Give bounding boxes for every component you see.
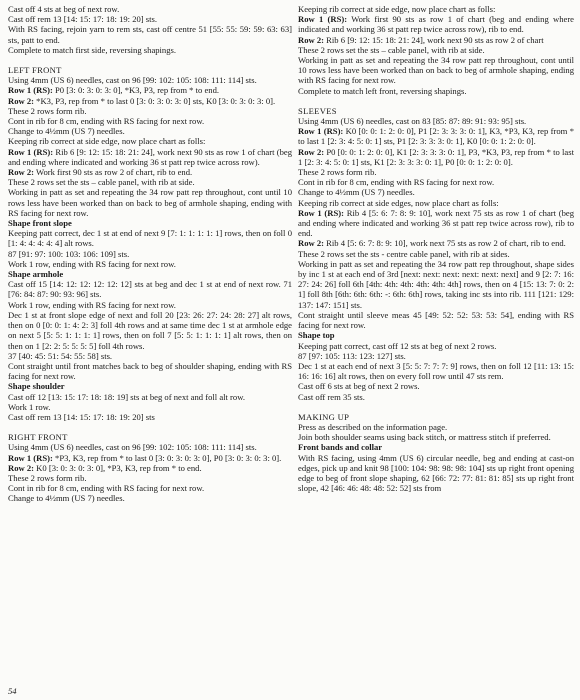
subheading-shape-front-slope: Shape front slope xyxy=(8,218,72,229)
subheading-shape-shoulder: Shape shoulder xyxy=(8,381,65,392)
paragraph: Work 1 row, ending with RS facing for next row. xyxy=(8,258,176,269)
paragraph: 87 [91: 97: 100: 103: 106: 109] sts. xyxy=(8,248,130,259)
row-label: Row 1 (RS): xyxy=(8,146,54,157)
paragraph: Cont in rib for 8 cm, ending with RS facing for next row. xyxy=(298,177,495,188)
paragraph: These 2 rows form rib. xyxy=(8,472,87,483)
paragraph: Keeping patt correct, cast off 12 sts at beg of next 2 rows. xyxy=(298,340,497,351)
paragraph: Press as described on the information page. xyxy=(298,421,448,432)
row-instruction xyxy=(298,208,574,239)
paragraph: Cont straight until sleeve meas 45 [49: 52: 52: 53: 53: 54], ending with RS facing for next row. xyxy=(298,309,574,331)
paragraph: Dec 1 st at front slope edge of next and foll 20 [23: 26: 27: 24: 28: 27] alt rows, then on 0 [0: 0: 1: 4: 2: 3] foll 4th rows and at same time dec 1 st at armhole edge on next 5 [5: 5: 1: 1: 1: 1] rows, then on foll 7 [5: 5: 1: 1: 1: 1] alt rows, then on then on 1 [2: 2: 5: 5: 5: 5] foll 4th rows. xyxy=(8,309,292,351)
intro-line: Cast off rem 13 [14: 15: 17: 18: 19: 20] sts. xyxy=(8,14,158,25)
paragraph: Cont in rib for 8 cm, ending with RS facing for next row. xyxy=(8,483,205,494)
section-heading-left-front: LEFT FRONT xyxy=(8,65,62,76)
row-instruction xyxy=(8,167,292,177)
paragraph: Cast off rem 35 sts. xyxy=(298,391,365,402)
paragraph: Cont in rib for 8 cm, ending with RS facing for next row. xyxy=(8,116,205,127)
section-heading-sleeves: SLEEVES xyxy=(298,105,337,116)
row-instruction xyxy=(298,126,574,146)
row-text: Work first 90 sts as row 2 of chart, rib to end. xyxy=(34,167,193,178)
row-text: Rib 4 [5: 6: 7: 8: 9: 10], work next 75 sts as row 1 of chart (beg and ending where indicated and working 36 st patt rep twice across row), rib to end. xyxy=(298,207,575,239)
row-text: Rib 4 [5: 6: 7: 8: 9: 10], work next 75 sts as row 2 of chart, rib to end. xyxy=(324,238,566,249)
row-text: *K3, P3, rep from * to last 0 [3: 0: 3: 0: 3: 0] sts, K0 [3: 0: 3: 0: 3: 0]. xyxy=(34,95,276,106)
row-label: Row 2: xyxy=(8,167,35,178)
paragraph: With RS facing, using 4mm (US 6) circular needle, beg and ending at cast-on edges, pick up and knit 98 [100: 104: 98: 98: 98: 104] sts up right front opening edge to beg of front slope shaping, 62 [66: 72: 77: 81: 81: 85] sts up right front slope, 42 [46: 46: 48: 48: 52: 52] sts from xyxy=(298,452,574,494)
row-instruction xyxy=(8,453,292,463)
paragraph: These 2 rows set the sts – cable panel, with rib at side. xyxy=(298,44,485,55)
row-label: Row 1 (RS): xyxy=(298,126,344,137)
section-heading-right-front: RIGHT FRONT xyxy=(8,432,68,443)
paragraph: Complete to match left front, reversing shapings. xyxy=(298,85,467,96)
intro-line: Cast off 4 sts at beg of next row. xyxy=(8,4,120,14)
row-text: P0 [0: 0: 1: 2: 0: 0], K1 [2: 3: 3: 3: 0: 1], P3, *K3, P3, rep from * to last 1 [2: 3: 4: 5: 0: 1] sts, K1 [2: 3: 3: 3: 0: 1], P0 [0: 0: 1: 2: 0: 0]. xyxy=(298,146,574,167)
intro-line: Complete to match first side, reversing shapings. xyxy=(8,44,177,55)
page-number: 54 xyxy=(8,685,17,696)
row-text: P0 [3: 0: 3: 0: 3: 0], *K3, P3, rep from * to end. xyxy=(52,85,220,96)
paragraph: 87 [97: 105: 113: 123: 127] sts. xyxy=(298,350,406,361)
row-label: Row 1 (RS): xyxy=(8,85,53,96)
subheading-front-bands: Front bands and collar xyxy=(298,442,383,453)
paragraph: Keeping rib correct at side edge, now place chart as folls: xyxy=(298,4,496,14)
paragraph: These 2 rows set the sts - centre cable panel, with rib at sides. xyxy=(298,248,510,259)
paragraph: Cont straight until front matches back to beg of shoulder shaping, ending with RS facing for next row. xyxy=(8,360,292,382)
row-instruction xyxy=(8,96,292,106)
row-label: Row 2: xyxy=(298,238,325,249)
row-instruction xyxy=(8,147,292,167)
right-column xyxy=(298,4,574,493)
paragraph: Join both shoulder seams using back stitch, or mattress stitch if preferred. xyxy=(298,432,551,443)
row-text: Rib 6 [9: 12: 15: 18: 21: 24], work next 90 sts as row 1 of chart (beg and ending where indicated and working 36 st patt rep twice across row). xyxy=(8,146,293,167)
row-instruction xyxy=(298,35,574,45)
row-instruction xyxy=(8,463,292,473)
row-text: K0 [0: 0: 1: 2: 0: 0], P1 [2: 3: 3: 3: 0: 1], K3, *P3, K3, rep from * to last 1 [2: 3: 4: 5: 0: 1] sts, P1 [2: 3: 3: 3: 0: 1], K0 [0: 0: 1: 2: 0: 0]. xyxy=(298,126,575,147)
row-instruction xyxy=(298,238,574,248)
paragraph: Working in patt as set and repeating the 34 row patt rep throughout, shape sides by inc 1 st at each end of 3rd [next: next: next: next: next: next] and 9 [2: 7: 16: 27: 24: 26] foll 6th [4th: 4th: 4th: 4th: 4th: 4th] rows, then on 4 [15: 13: 7: 0: 2: 1] foll 8th [6th: 6th: 6th: -: 6th: 6th] rows, taking inc sts into rib. 111 [121: 129: 137: 147: 151] sts. xyxy=(298,258,574,310)
paragraph: Work 1 row, ending with RS facing for next row. xyxy=(8,299,176,310)
paragraph: Working in patt as set and repeating the 34 row patt rep throughout, cont until 10 rows less have been worked than on back to beg of armhole shaping, ending with RS facing for next row. xyxy=(298,55,574,86)
paragraph: These 2 rows set the sts – cable panel, with rib at side. xyxy=(8,177,195,188)
paragraph: Cast off 6 sts at beg of next 2 rows. xyxy=(298,381,420,392)
row-label: Row 2: xyxy=(8,95,35,106)
subheading-shape-armhole: Shape armhole xyxy=(8,269,64,280)
row-label: Row 1 (RS): xyxy=(298,14,348,25)
paragraph: Change to 4½mm (US 7) needles. xyxy=(8,493,125,504)
row-instruction xyxy=(298,147,574,167)
paragraph: Work 1 row. xyxy=(8,401,51,412)
section-heading-making-up: MAKING UP xyxy=(298,411,350,422)
intro-line: With RS facing, rejoin yarn to rem sts, cast off centre 51 [55: 55: 59: 59: 63: 63] sts, patt to end. xyxy=(8,24,292,45)
paragraph: 37 [40: 45: 51: 54: 55: 58] sts. xyxy=(8,350,113,361)
row-text: Rib 6 [9: 12: 15: 18: 21: 24], work next 90 sts as row 2 of chart xyxy=(324,34,544,45)
row-label: Row 2: xyxy=(298,34,325,45)
paragraph: Cast off 12 [13: 15: 17: 18: 18: 19] sts at beg of next and foll alt row. xyxy=(8,391,246,402)
paragraph: Dec 1 st at each end of next 3 [5: 5: 7: 7: 7: 9] rows, then on foll 12 [11: 13: 15: 16: 16: 16] alt rows, then on every foll row until 47 sts rem. xyxy=(298,360,574,382)
paragraph: Keeping rib correct at side edge, now place chart as folls: xyxy=(8,136,206,147)
paragraph: Keeping patt correct, dec 1 st at end of next 9 [7: 1: 1: 1: 1: 1] rows, then on foll 0 [1: 4: 4: 4: 4: 4] alt rows. xyxy=(8,228,292,249)
paragraph: Keeping rib correct at side edges, now place chart as folls: xyxy=(298,197,499,208)
row-text: *P3, K3, rep from * to last 0 [3: 0: 3: 0: 3: 0], P0 [3: 0: 3: 0: 3: 0]. xyxy=(52,452,282,463)
row-instruction xyxy=(8,85,292,95)
paragraph: These 2 rows form rib. xyxy=(298,167,377,178)
paragraph: These 2 rows form rib. xyxy=(8,105,87,116)
paragraph: Using 4mm (US 6) needles, cast on 83 [85: 87: 89: 91: 93: 95] sts. xyxy=(298,116,527,127)
subheading-shape-top: Shape top xyxy=(298,330,335,341)
row-label: Row 2: xyxy=(298,146,325,157)
row-text: K0 [3: 0: 3: 0: 3: 0], *P3, K3, rep from * to end. xyxy=(34,462,202,473)
row-instruction xyxy=(298,14,574,34)
paragraph: Cast off rem 13 [14: 15: 17: 18: 19: 20] sts xyxy=(8,411,155,422)
row-label: Row 1 (RS): xyxy=(298,207,345,218)
paragraph: Change to 4½mm (US 7) needles. xyxy=(8,126,125,137)
left-column xyxy=(8,4,292,504)
row-text: Work first 90 sts as row 1 of chart (beg and ending where indicated and working 36 st patt rep twice across row), rib to end. xyxy=(298,14,574,35)
paragraph: Using 4mm (US 6) needles, cast on 96 [99: 102: 105: 108: 111: 114] sts. xyxy=(8,75,257,86)
row-label: Row 2: xyxy=(8,462,35,473)
paragraph: Cast off 15 [14: 12: 12: 12: 12: 12] sts at beg and dec 1 st at end of next row. 71 [76: 84: 87: 90: 93: 96] sts. xyxy=(8,279,292,300)
paragraph: Using 4mm (US 6) needles, cast on 96 [99: 102: 105: 108: 111: 114] sts. xyxy=(8,442,257,453)
paragraph: Change to 4½mm (US 7) needles. xyxy=(298,187,415,198)
paragraph: Working in patt as set and repeating the 34 row patt rep throughout, cont until 10 rows less have been worked than on back to beg of armhole shaping, ending with RS facing for next row. xyxy=(8,187,292,218)
row-label: Row 1 (RS): xyxy=(8,452,53,463)
